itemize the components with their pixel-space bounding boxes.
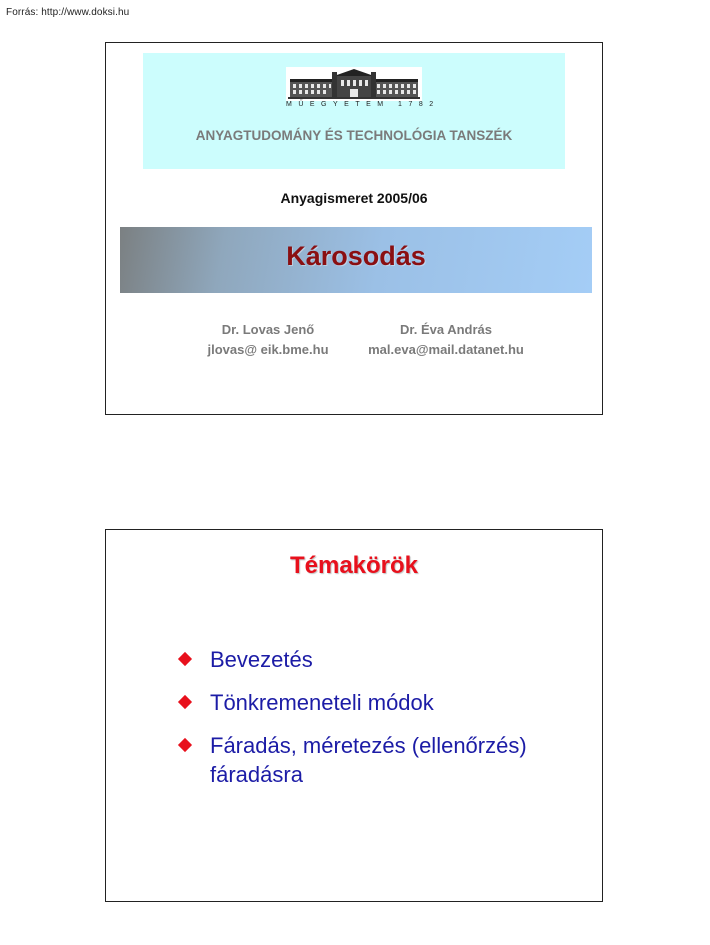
list-item	[178, 688, 588, 717]
list-item	[178, 645, 588, 674]
topics-title: Témakörök	[289, 552, 419, 579]
topic-text: Fáradás, méretezés (ellenőrzés) fáradásra	[210, 733, 527, 787]
title-band	[120, 227, 592, 293]
author-eva	[346, 322, 546, 357]
topics-list	[178, 645, 588, 803]
topic-text: Bevezetés	[210, 647, 313, 672]
logo-caption: MŰEGYETEM 1782	[286, 101, 440, 108]
department-name: ANYAGTUDOMÁNY ÉS TECHNOLÓGIA TANSZÉK	[195, 128, 513, 143]
author-name: Dr. Lovas Jenő	[221, 322, 315, 337]
author-name: Dr. Éva András	[399, 322, 492, 337]
university-logo	[286, 67, 440, 112]
topic-text: Tönkremeneteli módok	[210, 690, 434, 715]
course-label: Anyagismeret 2005/06	[280, 190, 428, 206]
diamond-bullet-icon	[178, 695, 192, 709]
university-building-icon	[286, 67, 422, 101]
diamond-bullet-icon	[178, 738, 192, 752]
list-item	[178, 731, 588, 789]
title-slide	[105, 42, 603, 415]
slide-title: Károsodás	[286, 241, 426, 271]
source-label: Forrás: http://www.doksi.hu	[6, 7, 130, 18]
author-email: jlovas@ eik.bme.hu	[207, 342, 329, 357]
author-lovas	[198, 322, 338, 357]
topics-slide	[105, 529, 603, 902]
diamond-bullet-icon	[178, 652, 192, 666]
author-email: mal.eva@mail.datanet.hu	[368, 342, 524, 357]
department-header	[143, 53, 565, 169]
